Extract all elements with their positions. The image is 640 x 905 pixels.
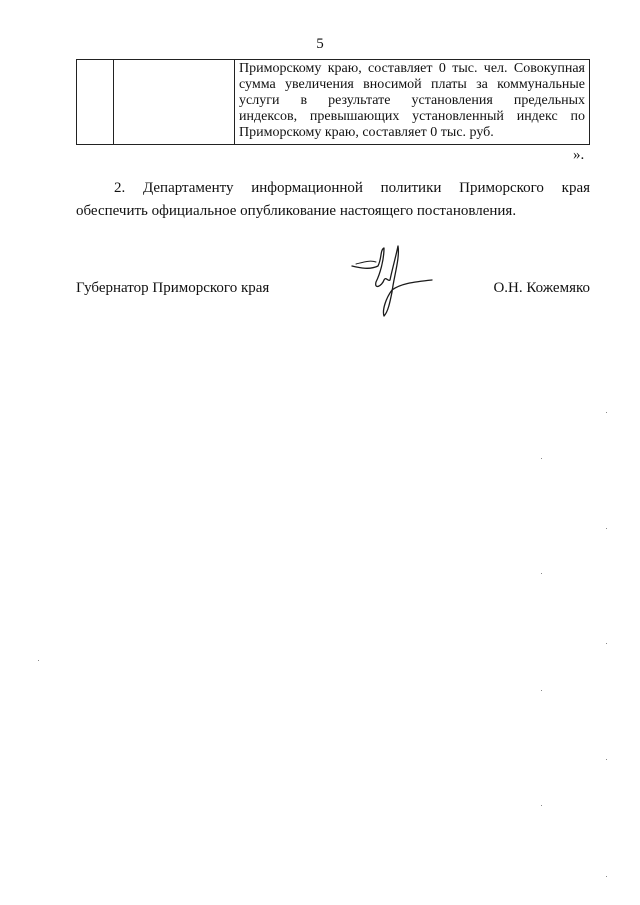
scan-speck (606, 528, 607, 529)
scan-speck (606, 643, 607, 644)
scan-speck (606, 876, 607, 877)
cell-text-line: индексов, превышающих установленный индекс по (239, 109, 585, 124)
scan-speck (541, 458, 542, 459)
closing-quote: ». (573, 147, 585, 163)
signatory-title: Губернатор Приморского края (76, 280, 270, 296)
scan-speck (541, 805, 542, 806)
paragraph-line: 2. Департаменту информационной политики Приморского края (114, 180, 590, 196)
continuation-table (76, 59, 590, 145)
scan-speck (541, 573, 542, 574)
cell-text-line: услуги в результате установления предельных (239, 93, 585, 108)
scan-speck (606, 412, 607, 413)
cell-text-line: сумма увеличения вносимой платы за коммунальные (239, 77, 585, 92)
scan-speck (38, 660, 39, 661)
handwritten-signature (340, 240, 440, 320)
paragraph-2 (76, 177, 590, 223)
cell-text-line: Приморскому краю, составляет 0 тыс. чел. Совокупная (239, 61, 585, 76)
table-cell-number (77, 60, 114, 145)
scan-speck (541, 690, 542, 691)
paragraph-line: обеспечить официальное опубликование настоящего постановления. (76, 203, 517, 219)
page-number: 5 (316, 36, 324, 52)
signatory-name: О.Н. Кожемяко (493, 280, 590, 296)
table-cell-indicator (114, 60, 235, 145)
cell-text-line: Приморскому краю, составляет 0 тыс. руб. (239, 125, 494, 140)
table-cell-text (235, 60, 590, 145)
table-row (77, 60, 590, 145)
scan-speck (606, 759, 607, 760)
